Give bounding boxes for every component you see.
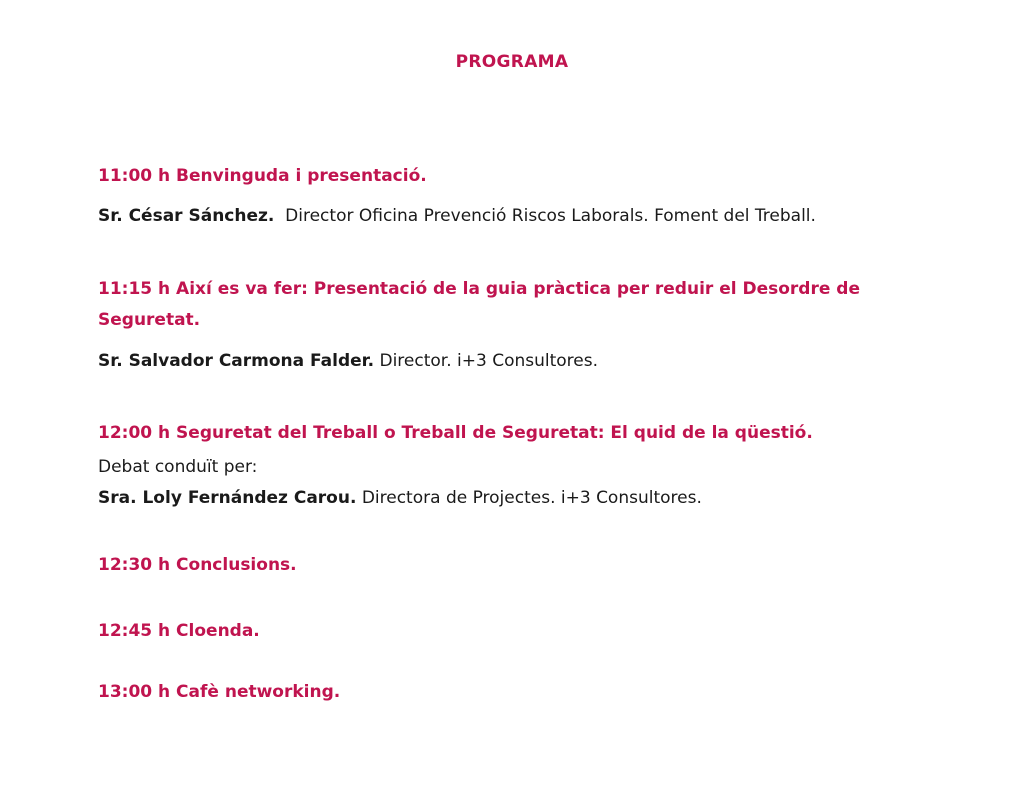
program-item-heading: 11:15 h Així es va fer: Presentació de la guia pràctica per reduir el Desordre de Seguretat.: [98, 279, 860, 330]
speaker-name: Sra. Loly Fernández Carou.: [98, 488, 357, 508]
program-item-heading: 12:00 h Seguretat del Treball o Treball de Seguretat: El quid de la qüestió.: [98, 423, 813, 443]
speaker-name: Sr. César Sánchez.: [98, 206, 275, 226]
page-title: PROGRAMA: [455, 52, 569, 72]
speaker-line: [98, 204, 938, 228]
program-item-heading: 11:00 h Benvinguda i presentació.: [98, 166, 427, 186]
speaker-role: Director. i+3 Consultores.: [374, 351, 599, 371]
speaker-line: [98, 349, 938, 373]
program-item: [98, 161, 938, 228]
program-item: [98, 274, 938, 373]
speaker-role: Director Oficina Prevenció Riscos Laborals. Foment del Treball.: [274, 206, 816, 226]
program-item: [98, 616, 938, 647]
debate-intro: Debat conduït per:: [98, 457, 258, 477]
program-item-heading: 13:00 h Cafè networking.: [98, 682, 341, 702]
program-item-heading: 12:30 h Conclusions.: [98, 555, 297, 575]
program-item: [98, 550, 938, 581]
speaker-line: [98, 486, 938, 510]
program-item: [98, 418, 938, 510]
program-item: [98, 677, 938, 708]
speaker-role: Directora de Projectes. i+3 Consultores.: [356, 488, 702, 508]
program-item-heading: 12:45 h Cloenda.: [98, 621, 260, 641]
speaker-name: Sr. Salvador Carmona Falder.: [98, 351, 375, 371]
